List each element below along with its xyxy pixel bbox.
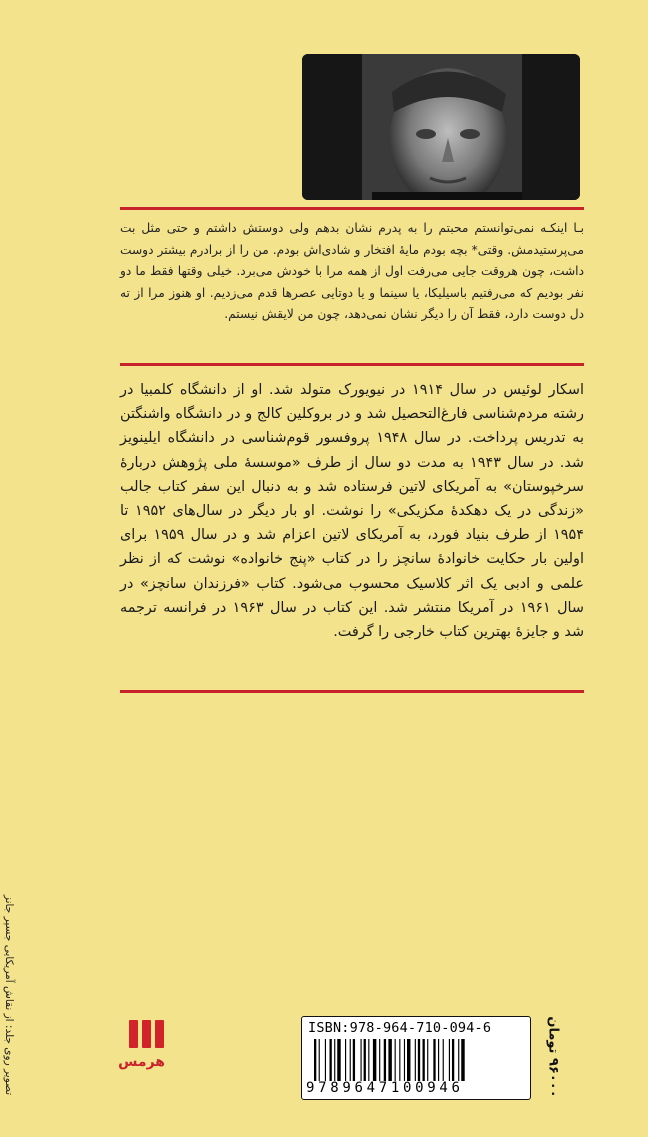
price-text: ۹۶۰۰۰ تومان [545, 1016, 561, 1098]
middle-divider [120, 363, 584, 366]
quote-text: بـا اینکـه نمی‌توانستم محبتم را به پدرم نشان بدهم ولی دوستش داشتم و حتی مثل بت می‌پرستیدمش. وقتی* بچه بودم مایهٔ افتخار و شادی‌اش بودم. من را از برادرم بیشتر دوست داشت، چون هروقت جایی می‌رفت اول از همه مرا با خودش می‌برد. خیلی وقتها فقط ما دو نفر بودیم که می‌رفتیم باسیلیکا، یا سینما و یا دوتایی عصرها قدم می‌زدیم. او هنوز مرا از ته دل دوست دارد، فقط آن را دیگر نشان نمی‌دهد، چون من لایقش نیستم. [120, 221, 584, 321]
author-photo [302, 54, 580, 200]
barcode-bars [314, 1039, 518, 1081]
author-bio: اسکار لوئیس در سال ۱۹۱۴ در نیویورک متولد شد. او از دانشگاه کلمبیا در رشته مردم‌شناسی فارغ‌التحصیل شد و در بروکلین کالج و در دانشگاه واشنگتن به تدریس پرداخت. در سال ۱۹۴۸ پروفسور قوم‌شناسی در دانشگاه ایلینویز شد. در سال ۱۹۴۳ به مدت دو سال از طرف «موسسهٔ ملی پژوهش دربارهٔ سرخپوستان» به آمریکای لاتین فرستاده شد و به دنبال این سفر کتاب جالب «زندگی در یک دهکدهٔ مکزیکی» را نوشت. او بار دیگر در سال‌های ۱۹۵۲ تا ۱۹۵۴ از طرف بنیاد فورد، به آمریکای لاتین اعزام شد و در سال ۱۹۵۹ برای اولین بار حکایت خانوادهٔ سانچز را در کتاب «پنج خانواده» نوشت که از نظر علمی و ادبی یک اثر کلاسیک محسوب می‌شود. کتاب «فرزندان سانچز» در سال ۱۹۶۱ در آمریکا منتشر شد. این کتاب در سال ۱۹۶۳ در فرانسه ترجمه شد و جایزهٔ بهترین کتاب خارجی را گرفت. [120, 382, 584, 641]
cover-credit-text: تصویر روی جلد: از نقاش آمریکایی جسپر جانز [3, 894, 15, 1096]
isbn-digits: 9789647100946 [306, 1080, 464, 1096]
top-divider [120, 207, 584, 210]
isbn-barcode [301, 1016, 531, 1100]
bottom-divider [120, 690, 584, 693]
publisher-logo [118, 1020, 165, 1090]
publisher-logo-icon [127, 1020, 165, 1048]
publisher-name: هرمس [118, 1054, 165, 1070]
cover-credit [0, 890, 18, 1100]
price-tag [540, 1016, 566, 1098]
isbn-label: ISBN:978-964-710-094-6 [308, 1020, 492, 1036]
